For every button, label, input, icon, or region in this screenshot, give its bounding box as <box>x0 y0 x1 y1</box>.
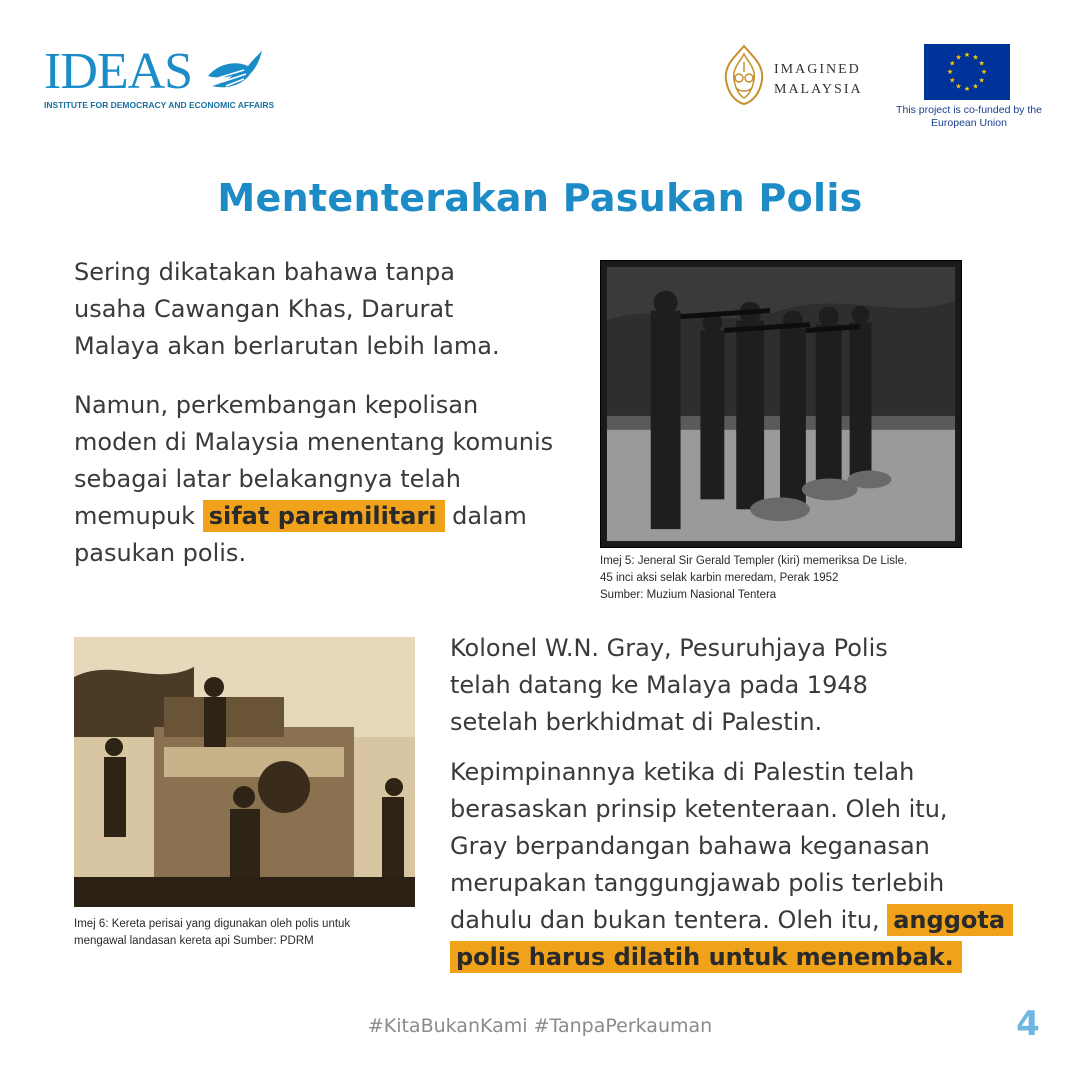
eu-funding-caption: This project is co-funded by the European Union <box>896 104 1042 129</box>
svg-text:★: ★ <box>980 68 988 76</box>
wayang-emblem-icon <box>722 44 766 106</box>
imagined-line-2: MALAYSIA <box>774 82 863 97</box>
svg-text:★: ★ <box>963 85 971 93</box>
svg-text:★: ★ <box>946 68 954 76</box>
caption-image-6-line-1: Imej 6: Kereta perisai yang digunakan oleh polis untuk <box>74 918 351 930</box>
hashtags: #KitaBukanKami #TanpaPerkauman <box>367 1015 713 1037</box>
paragraph-military-principle-text: Kepimpinannya ketika di Palestin telah berasaskan prinsip ketenteraan. Oleh itu, Gray berpandangan bahawa keganasan merupakan tanggungjawab polis terlebih dahulu dan bukan tentera. Oleh itu, <box>450 758 948 934</box>
svg-text:★: ★ <box>963 51 971 59</box>
svg-text:★: ★ <box>955 53 962 62</box>
imagined-line-1: IMAGINED <box>774 62 861 77</box>
svg-text:★: ★ <box>955 82 962 91</box>
highlight-paramilitary: sifat paramilitari <box>203 500 445 532</box>
paragraph-colonel-gray: Kolonel W.N. Gray, Pesuruhjaya Polis telah datang ke Malaya pada 1948 setelah berkhidmat di Palestin. <box>450 634 888 736</box>
paragraph-special-branch: Sering dikatakan bahawa tanpa usaha Cawangan Khas, Darurat Malaya akan berlarutan lebih lama. <box>74 258 500 360</box>
paragraph-military-principle <box>450 754 1010 976</box>
caption-image-6-line-2: mengawal landasan kereta api Sumber: PDRM <box>74 935 314 947</box>
imagined-malaysia-logo <box>722 44 902 106</box>
paragraph-paramilitary <box>74 387 554 572</box>
page-number: 4 <box>1016 1004 1040 1044</box>
photo-templer-inspection <box>600 260 962 548</box>
caption-image-5-line-2: 45 inci aksi selak karbin meredam, Perak 1952 <box>600 572 839 584</box>
svg-text:★: ★ <box>978 59 985 68</box>
caption-image-5 <box>600 553 980 604</box>
svg-text:★: ★ <box>978 76 985 85</box>
page-title: Mententerakan Pasukan Polis <box>217 176 863 220</box>
imagined-malaysia-wordmark <box>774 60 863 100</box>
ideas-logo <box>44 44 284 114</box>
photo-armoured-car <box>74 637 415 907</box>
svg-text:★: ★ <box>949 59 956 68</box>
caption-image-5-line-1: Imej 5: Jeneral Sir Gerald Templer (kiri) memeriksa De Lisle. <box>600 555 908 567</box>
svg-text:★: ★ <box>972 82 979 91</box>
svg-text:★: ★ <box>972 53 979 62</box>
caption-image-5-line-3: Sumber: Muzium Nasional Tentera <box>600 589 777 601</box>
caption-image-6 <box>74 916 424 950</box>
paragraph-paramilitary-text: Namun, perkembangan kepolisan moden di Malaysia menentang komunis sebagai latar belakangnya telah memupuk <box>74 391 554 530</box>
ideas-subtitle: INSTITUTE FOR DEMOCRACY AND ECONOMIC AFFAIRS <box>44 100 275 110</box>
paragraph-paramilitary-end: dalam pasukan polis. <box>74 502 527 567</box>
bird-icon <box>204 46 264 96</box>
ideas-wordmark: IDEAS <box>44 43 193 100</box>
highlight-police-training: anggota polis harus dilatih untuk menembak. <box>450 904 1013 973</box>
eu-flag-icon <box>924 44 1010 100</box>
svg-text:★: ★ <box>949 76 956 85</box>
